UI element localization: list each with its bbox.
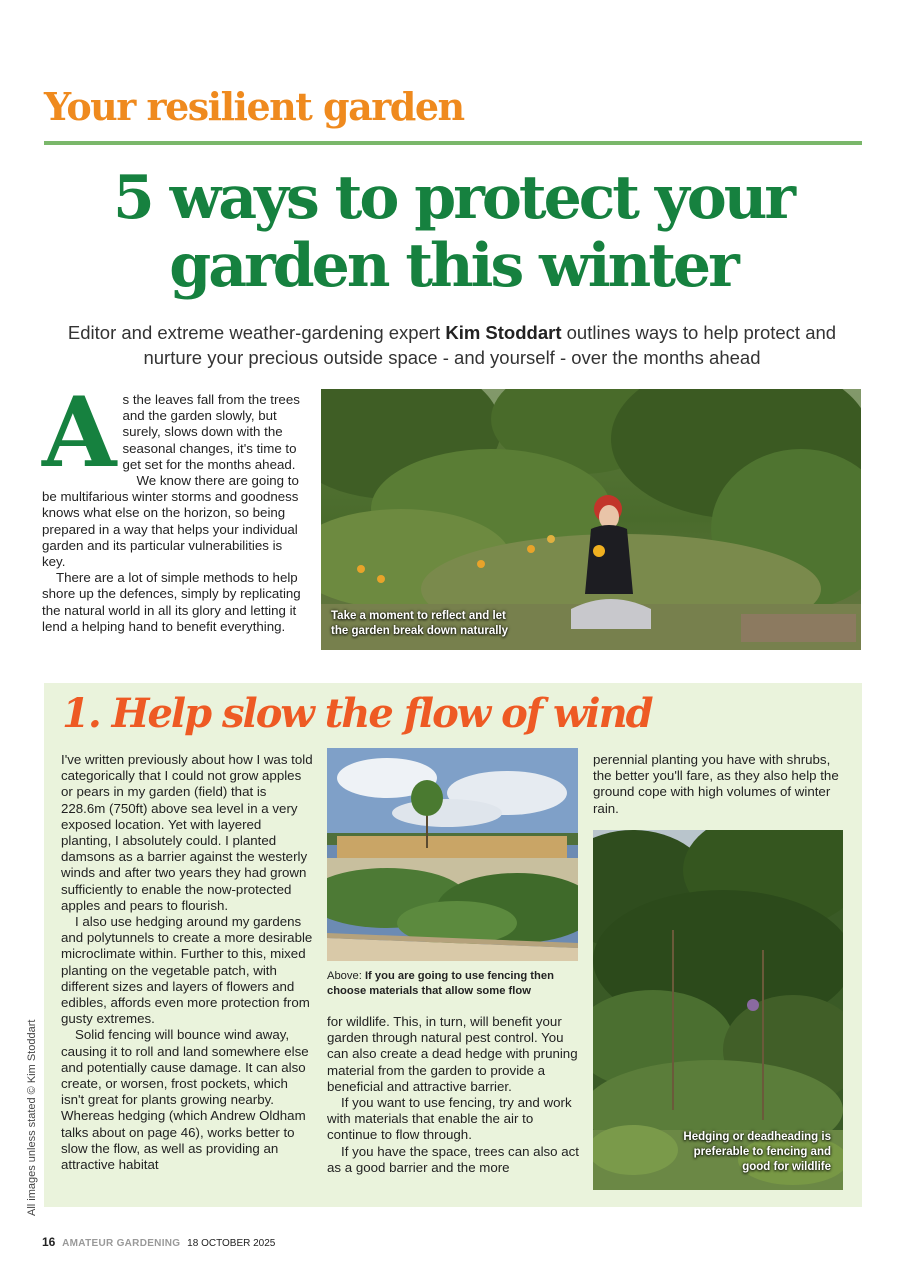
intro-paragraph-1: s the leaves fall from the trees and the garden slowly, but surely, slows down with the seasonal changes, it's time to get set for the months ahead. xyxy=(122,392,300,472)
hedge-photo xyxy=(593,830,843,1190)
standfirst-before: Editor and extreme weather-gardening expert xyxy=(67,322,446,343)
section-tag: Your resilient garden xyxy=(44,84,464,129)
page-number: 16 xyxy=(42,1235,56,1249)
intro-paragraph-2: We know there are going to be multifarious winter storms and goodness knows what else on the horizon, so being prepared in a way that helps your individual garden and its particular vulnerabilities is key. xyxy=(42,473,299,570)
author-name: Kim Stoddart xyxy=(445,322,562,343)
col1-paragraph-3: Solid fencing will bounce wind away, causing it to roll and land somewhere else and potentially cause damage. It can also create, or worsen, frost pockets, which isn't great for plants growing nearby. Whereas hedging (which Andrew Oldham talks about on page 46), works better to slow the flow, as well as providing an attractive habitat xyxy=(61,1027,309,1173)
headline-line-2: garden this winter xyxy=(169,231,737,301)
standfirst xyxy=(60,320,844,370)
headline xyxy=(44,164,862,300)
standfirst-after: outlines ways to help protect and nurture your precious outside space - and yourself - over the months ahead xyxy=(143,322,837,368)
fence-photo xyxy=(327,748,578,961)
page-footer xyxy=(42,1235,275,1249)
section-1-column-1 xyxy=(61,752,313,1173)
section-1-column-2 xyxy=(327,1014,579,1176)
fence-photo-image xyxy=(327,748,578,961)
col3-paragraph-1: perennial planting you have with shrubs, the better you'll fare, as they also help the ground cope with high volumes of winter rain. xyxy=(593,752,839,816)
hedge-photo-caption: Hedging or deadheading is preferable to fencing and good for wildlife xyxy=(683,1131,831,1173)
col2-paragraph-2: If you want to use fencing, try and work with materials that enable the air to continue to flow through. xyxy=(327,1095,572,1143)
image-credit: All images unless stated © Kim Stoddart xyxy=(26,1019,38,1216)
magazine-name: AMATEUR GARDENING xyxy=(62,1238,181,1249)
drop-cap: A xyxy=(42,376,113,489)
fence-caption: Above: If you are going to use fencing then choose materials that allow some flow xyxy=(327,970,554,997)
issue-date: 18 OCTOBER 2025 xyxy=(187,1238,276,1249)
col2-paragraph-3: If you have the space, trees can also act as a good barrier and the more xyxy=(327,1143,580,1175)
main-garden-photo xyxy=(321,389,861,650)
main-photo-caption: Take a moment to reflect and let the garden break down naturally xyxy=(331,610,509,637)
section-1-title: 1. Help slow the flow of wind xyxy=(62,690,652,737)
header-rule xyxy=(44,141,862,145)
section-1-column-3 xyxy=(593,752,845,817)
col1-paragraph-1: I've written previously about how I was told categorically that I could not grow apples or pears in my garden (field) that is 228.6m (750ft) above sea level in a very exposed location. Yet with layered planting, I absolutely could. I planted damsons as a barrier against the westerly winds and after two years they had grown sufficiently to enable the now-protected apples and pears to flourish. xyxy=(61,752,313,913)
col1-paragraph-2: I also use hedging around my gardens and polytunnels to create a more desirable microclimate within. Further to this, mixed planting on the vegetable patch, with different sizes and layers of flowers and edibles, affords even more protection from gusty extremes. xyxy=(61,914,313,1027)
col2-paragraph-1: for wildlife. This, in turn, will benefit your garden through natural pest control. You can also create a dead hedge with pruning material from the garden to provide a beneficial and attractive barrier. xyxy=(327,1014,578,1094)
intro-paragraph-3: There are a lot of simple methods to help shore up the defences, simply by replicating the natural world in all its glory and letting it lend a helping hand to benefit everything. xyxy=(42,570,301,634)
headline-line-1: 5 ways to protect your xyxy=(112,163,794,233)
intro-text xyxy=(42,376,308,635)
